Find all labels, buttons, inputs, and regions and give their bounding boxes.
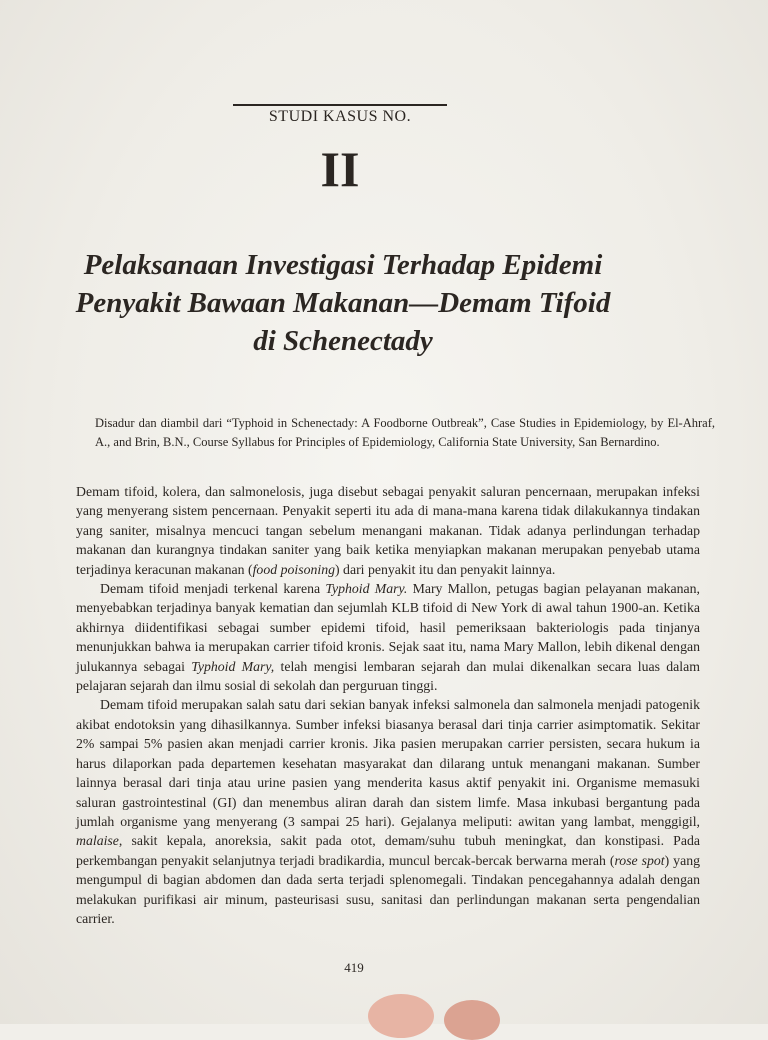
paragraph-2: Demam tifoid menjadi terkenal karena Typhoid Mary. Mary Mallon, petugas bagian pelayanan makanan, menyebabkan terjadinya banyak kematian dan sejumlah KLB tifoid di New York di awal tahun 1900-an. Ketika akhirnya diidentifikasi sebagai sumber epidemi tifoid, hasil pemeriksaan bakteriologis pada tinjanya menunjukkan bahwa ia merupakan carrier tifoid kronis. Sejak saat itu, nama Mary Mallon, lebih dikenal dengan julukannya sebagai Typhoid Mary, telah mengisi lembaran sejarah dan mulai dikenalkan secara luas dalam pelajaran sejarah dan ilmu sosial di sekolah dan perguruan tinggi.	[76, 581, 700, 694]
header-rule	[233, 104, 447, 106]
title-line-2: Penyakit Bawaan Makanan—Demam Tifoid	[75, 287, 611, 319]
title-line-3: di Schenectady	[253, 325, 433, 357]
paragraph-3: Demam tifoid merupakan salah satu dari sekian banyak infeksi salmonela dan salmonela menjadi patogenik akibat endotoksin yang dihasilkannya. Sumber infeksi biasanya berasal dari tinja carrier asimptomatik. Sekitar 2% sampai 5% pasien akan menjadi carrier kronis. Jika pasien merupakan carrier persisten, secara hukum ia harus dilaporkan pada departemen kesehatan masyarakat dan dilarang untuk menangani makanan. Sumber lainnya berasal dari tinja atau urine pasien yang menderita kasus aktif penyakit ini. Organisme memasuki saluran gastrointestinal (GI) dan menembus aliran darah dan sistem limfe. Masa inkubasi bergantung pada jumlah organisme yang menyerang (3 sampai 25 hari). Gejalanya meliputi: awitan yang lambat, menggigil, malaise, sakit kepala, anoreksia, sakit pada otot, demam/suhu tubuh meningkat, dan konstipasi. Pada perkembangan penyakit selanjutnya terjadi bradikardia, muncul bercak-bercak berwarna merah (rose spot) yang mengumpul di bagian abdomen dan dada serta terjadi splenomegali. Tindakan pencegahannya adalah dengan melakukan purifikasi air minum, pasteurisasi susu, sanitasi dan perlindungan makanan serta pengendalian carrier.	[76, 697, 700, 926]
source-note: Disadur dan diambil dari “Typhoid in Schenectady: A Foodborne Outbreak”, Case Studies in Epidemiology, by El-Ahraf, A., and Brin, B.N., Course Syllabus for Principles of Epidemiology, California State University, San Bernardino.	[95, 416, 715, 449]
page-number: 419	[344, 960, 364, 975]
fingertip	[368, 994, 434, 1038]
chapter-title	[0, 246, 686, 360]
body-text	[76, 482, 700, 928]
case-study-label: STUDI KASUS NO.	[268, 108, 412, 125]
case-study-number: II	[320, 141, 360, 197]
fingertip	[444, 1000, 500, 1040]
title-line-1: Pelaksanaan Investigasi Terhadap Epidemi	[83, 249, 603, 281]
paragraph-1: Demam tifoid, kolera, dan salmonelosis, juga disebut sebagai penyakit saluran pencernaan, merupakan infeksi yang menyerang sistem pencernaan. Penyakit seperti itu ada di mana-mana karena tidak dilakukannya tindakan yang saniter, misalnya mencuci tangan sebelum menangani makanan. Tidak adanya perlindungan terhadap makanan dan kurangnya tindakan saniter yang baik ketika menyiapkan makanan merupakan penyebab utama terjadinya keracunan makanan (food poisoning) dari penyakit itu dan penyakit lainnya.	[76, 484, 700, 577]
